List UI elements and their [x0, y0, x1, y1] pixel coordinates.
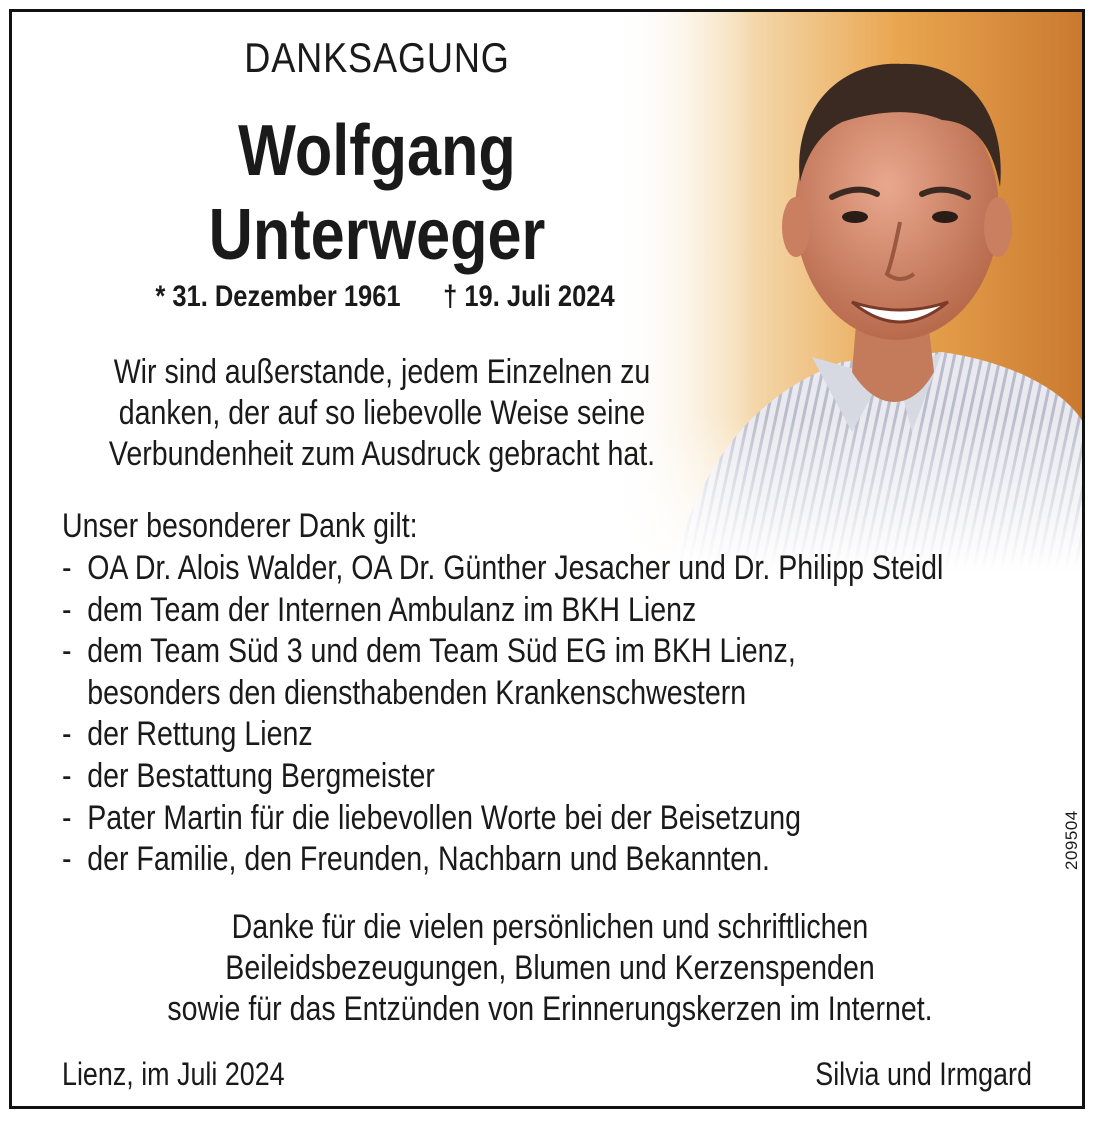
bullet-dash: -	[62, 840, 72, 879]
signature: Silvia und Irmgard	[815, 1056, 1032, 1092]
deceased-last-name: Unterweger	[208, 195, 546, 275]
thanks-title: Unser besonderer Dank gilt:	[62, 507, 418, 545]
closing-line: sowie für das Entzünden von Erinnerungskerzen im Internet.	[167, 990, 933, 1028]
place-and-date: Lienz, im Juli 2024	[62, 1056, 285, 1092]
bullet-dash: -	[62, 590, 72, 629]
intro-line: Verbundenheit zum Ausdruck gebracht hat.	[108, 435, 656, 473]
bullet-dash: -	[62, 715, 72, 754]
list-item: - dem Team Süd 3 und dem Team Süd EG im BKH Lienz,	[62, 631, 943, 673]
intro-line: Wir sind außerstande, jedem Einzelnen zu	[113, 353, 651, 391]
death-date: † 19. Juli 2024	[443, 280, 615, 313]
list-item-continuation: besonders den diensthabenden Krankenschwestern	[87, 673, 747, 712]
bullet-dash: -	[62, 798, 72, 837]
list-item: - der Familie, den Freunden, Nachbarn und Bekannten.	[62, 839, 943, 881]
obituary-card	[9, 9, 1085, 1109]
life-dates	[68, 280, 702, 314]
bullet-dash: -	[62, 756, 72, 795]
reference-code: 209504	[1062, 810, 1081, 870]
intro-line: danken, der auf so liebevolle Weise seine	[118, 394, 646, 432]
notice-heading: DANKSAGUNG	[244, 34, 510, 81]
list-item: - Pater Martin für die liebevollen Worte bei der Beisetzung	[62, 798, 943, 840]
list-item: - OA Dr. Alois Walder, OA Dr. Günther Jesacher und Dr. Philipp Steidl	[62, 548, 943, 590]
intro-text	[71, 352, 693, 475]
list-item: - der Bestattung Bergmeister	[62, 756, 943, 798]
bullet-dash: -	[62, 549, 72, 587]
thanks-list	[62, 548, 943, 881]
list-item: - dem Team der Internen Ambulanz im BKH Lienz	[62, 590, 943, 632]
list-item: - der Rettung Lienz	[62, 714, 943, 756]
bullet-dash: -	[62, 632, 72, 671]
closing-text	[12, 907, 1085, 1030]
birth-date: * 31. Dezember 1961	[155, 280, 401, 313]
deceased-first-name: Wolfgang	[238, 111, 516, 191]
closing-line: Beileidsbezeugungen, Blumen und Kerzenspenden	[225, 949, 875, 987]
closing-line: Danke für die vielen persönlichen und schriftlichen	[231, 908, 869, 946]
